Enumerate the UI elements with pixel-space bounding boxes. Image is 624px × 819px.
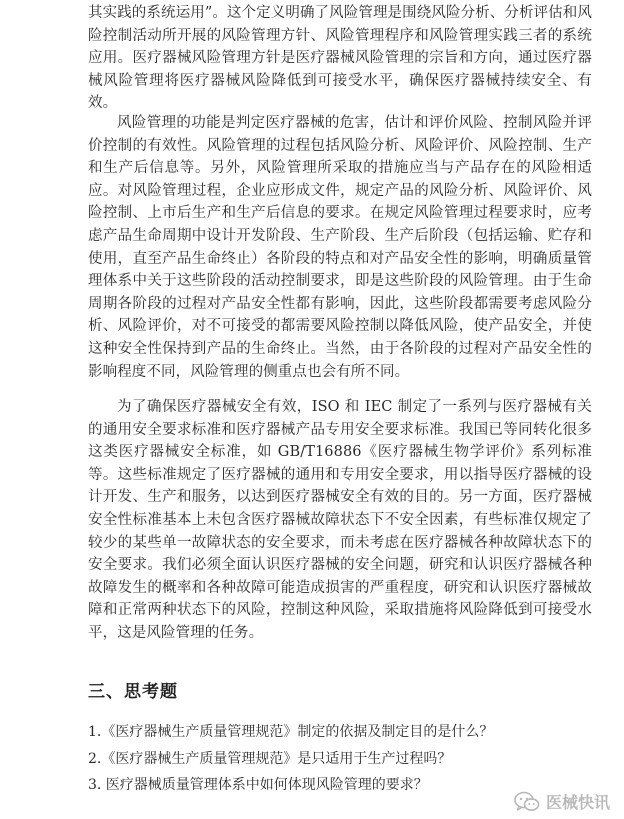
section-heading: 三、思考题 xyxy=(88,682,178,702)
paragraph-risk-management-function: 风险管理的功能是判定医疗器械的危害，估计和评价风险、控制风险并评价控制的有效性。风险管理的过程包括风险分析、风险评价、风险控制、生产和生产后信息等。另外，风险管理所采取的措施应当与产品存在的风险相适应。对风险管理过程，企业应形成文件，规定产品的风险分析、风险评价、风险控制、上市后生产和生产后信息的要求。在规定风险管理过程要求时，应考虑产品生命周期中设计开发阶段、生产阶段、生产后阶段（包括运输、贮存和使用，直至产品生命终止）各阶段的特点和对产品安全性的影响，明确质量管理体系中关于这些阶段的活动控制要求，即是这些阶段的风险管理。由于生命周期各阶段的过程对产品安全性都有影响，因此，这些阶段都需要考虑风险分析、风险评价，对不可接受的都需要风险控制以降低风险，使产品安全，并使这种安全性保持到产品的生命终止。当然，由于各阶段的过程对产品安全性的影响程度不同，风险管理的侧重点也会有所不同。 xyxy=(88,115,592,380)
question-item-2: 2.《医疗器械生产质量管理规范》是只适用于生产过程吗？ xyxy=(88,750,452,767)
paragraph-safety-standards: 为了确保医疗器械安全有效，ISO 和 IEC 制定了一系列与医疗器械有关的通用安全要求标准和医疗器械产品专用安全要求标准。我国已等同转化很多这类医疗器械安全标准，如 GB/T16886《医疗器械生物学评价》系列标准等。这些标准规定了医疗器械的通用和专用安全要求，用以指导医疗器械的设计开发、生产和服务，以达到医疗器械安全有效的目的。另一方面，医疗器械安全性标准基本上未包含医疗器械故障状态下不安全因素，有些标准仅规定了较少的某些单一故障状态的安全要求，而未考虑在医疗器械各种故障状态下的安全要求。我们必须全面认识医疗器械的安全问题，研究和认识医疗器械各种故障发生的概率和各种故障可能造成损害的严重程度，研究和认识医疗器械故障和正常两种状态下的风险，控制这种风险，采取措施将风险降低到可接受水平，这是风险管理的任务。 xyxy=(88,399,592,641)
wechat-icon xyxy=(514,791,540,813)
question-item-1: 1.《医疗器械生产质量管理规范》制定的依据及制定目的是什么？ xyxy=(88,724,494,740)
question-item-3: 3. 医疗器械质量管理体系中如何体现风险管理的要求？ xyxy=(88,777,428,793)
watermark xyxy=(514,790,610,813)
paragraph-risk-management-definition: 其实践的系统运用”。这个定义明确了风险管理是围绕风险分析、分析评估和风险控制活动所开展的风险管理方针、风险管理程序和风险管理实践三者的系统应用。医疗器械风险管理方针是医疗器械风险管理的宗旨和方向，通过医疗器械风险管理将医疗器械风险降低到可接受水平，确保医疗器械持续安全、有效。 xyxy=(88,5,592,112)
watermark-text: 医械快讯 xyxy=(545,793,610,812)
question-list xyxy=(88,722,508,802)
